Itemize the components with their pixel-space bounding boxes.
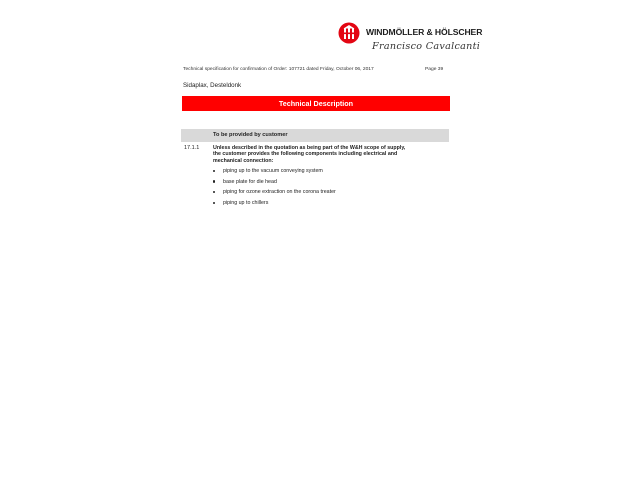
brand-name: WINDMÖLLER & HÖLSCHER [366, 27, 483, 37]
list-item-text: piping up to the vacuum conveying system [223, 168, 323, 174]
bullet-icon [213, 170, 215, 172]
list-item [213, 179, 336, 190]
logo-mark-icon [338, 22, 360, 44]
technical-description-banner [182, 96, 450, 111]
bullet-icon [213, 202, 215, 204]
bullet-icon [213, 191, 215, 193]
component-list [213, 168, 336, 210]
banner-title: Technical Description [278, 99, 354, 108]
section-title: To be provided by customer [213, 132, 288, 138]
item-number: 17.1.1 [184, 145, 200, 151]
list-item [213, 189, 336, 200]
list-item [213, 168, 336, 179]
signature: Francisco Cavalcanti [372, 41, 481, 52]
list-item-text: piping for ozone extraction on the corona treater [223, 189, 336, 196]
spec-reference-line: Technical specification for confirmation of Order: 107721 dated Friday, October 06, 2017 [183, 67, 374, 72]
list-item-text: base plate for die head [223, 178, 277, 185]
list-item [213, 200, 336, 211]
list-item-text: piping up to chillers [223, 199, 269, 206]
item-description: Unless described in the quotation as being part of the W&H scope of supply, the customer provides the following components including electrical and mechanical connection: [213, 145, 406, 164]
bullet-icon [213, 180, 215, 182]
customer-name: Sidaplax, Desteldonk [183, 82, 242, 89]
page-number: Page 39 [425, 67, 444, 72]
section-header [181, 129, 449, 142]
